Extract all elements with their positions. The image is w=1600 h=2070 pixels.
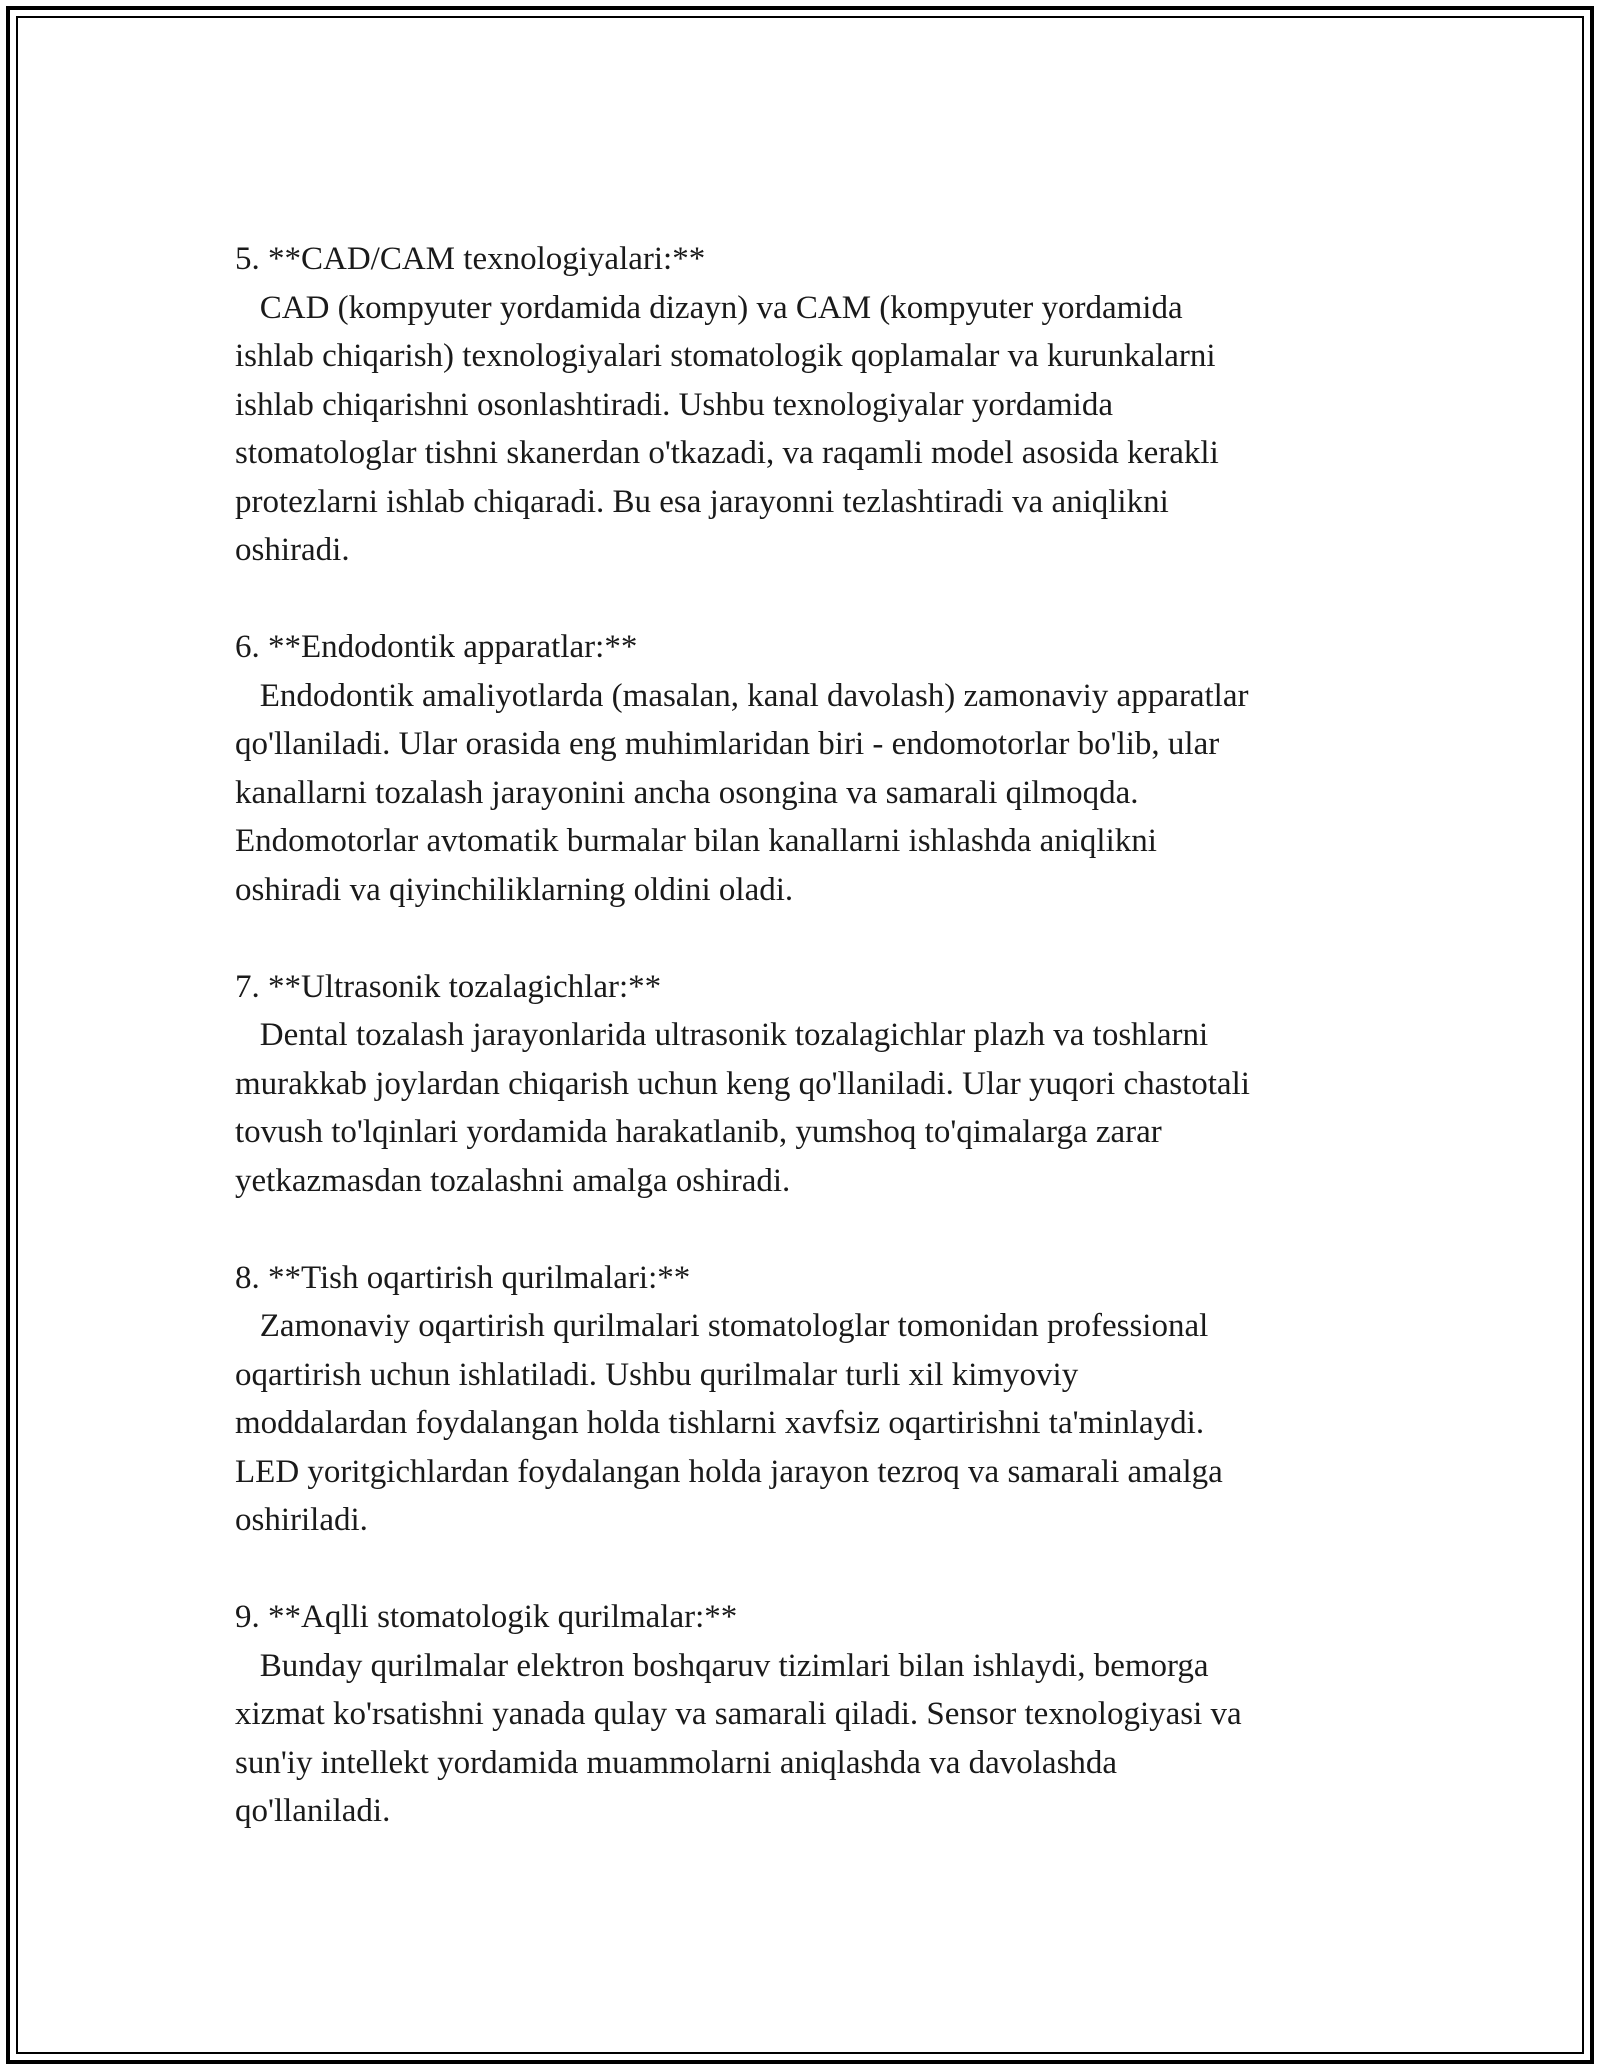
paragraph-line: Endomotorlar avtomatik burmalar bilan kanallarni ishlashda aniqlikni (235, 823, 1157, 859)
section-smart-devices (235, 1593, 1375, 1836)
paragraph-line: tovush to'lqinlari yordamida harakatlanib, yumshoq to'qimalarga zarar (235, 1114, 1162, 1150)
paragraph-line: LED yoritgichlardan foydalangan holda jarayon tezroq va samarali amalga (235, 1453, 1223, 1490)
paragraph-line: Dental tozalash jarayonlarida ultrasonik tozalagichlar plazh va toshlarni (235, 1017, 1209, 1053)
section-heading: 5. **CAD/CAM texnologiyalari:** (235, 241, 706, 277)
section-cad-cam (235, 235, 1375, 575)
paragraph-line: oshiradi. (235, 532, 350, 568)
paragraph-line: sun'iy intellekt yordamida muammolarni aniqlashda va davolashda (235, 1744, 1118, 1781)
section-heading: 6. **Endodontik apparatlar:** (235, 629, 638, 665)
paragraph-line: protezlarni ishlab chiqaradi. Bu esa jarayonni tezlashtiradi va aniqlikni (235, 483, 1169, 520)
paragraph-line: yetkazmasdan tozalashni amalga oshiradi. (235, 1162, 791, 1199)
section-heading: 8. **Tish oqartirish qurilmalari:** (235, 1259, 691, 1296)
paragraph-line: stomatologlar tishni skanerdan o'tkazadi, va raqamli model asosida kerakli (235, 435, 1219, 471)
paragraph-line: murakkab joylardan chiqarish uchun keng qo'llaniladi. Ular yuqori chastotali (235, 1065, 1250, 1102)
section-ultrasonic (235, 963, 1375, 1206)
section-heading: 9. **Aqlli stomatologik qurilmalar:** (235, 1599, 738, 1635)
paragraph-line: Zamonaviy oqartirish qurilmalari stomatologlar tomonidan professional (235, 1308, 1209, 1344)
paragraph-line: oshiriladi. (235, 1502, 368, 1538)
section-whitening (235, 1254, 1375, 1545)
paragraph-line: qo'llaniladi. Ular orasida eng muhimlaridan biri - endomotorlar bo'lib, ular (235, 726, 1220, 762)
paragraph-line: Endodontik amaliyotlarda (masalan, kanal davolash) zamonaviy apparatlar (235, 677, 1249, 714)
paragraph-line: qo'llaniladi. (235, 1793, 391, 1829)
paragraph-line: moddalardan foydalangan holda tishlarni xavfsiz oqartirishni ta'minlaydi. (235, 1405, 1205, 1441)
paragraph-line: ishlab chiqarishni osonlashtiradi. Ushbu texnologiyalar yordamida (235, 386, 1113, 423)
paragraph-line: xizmat ko'rsatishni yanada qulay va samarali qiladi. Sensor texnologiyasi va (235, 1696, 1242, 1732)
paragraph-line: CAD (kompyuter yordamida dizayn) va CAM (kompyuter yordamida (235, 289, 1183, 326)
paragraph-line: oqartirish uchun ishlatiladi. Ushbu qurilmalar turli xil kimyoviy (235, 1356, 1079, 1393)
paragraph-line: oshiradi va qiyinchiliklarning oldini oladi. (235, 871, 794, 908)
document-body (235, 235, 1375, 1884)
paragraph-line: Bunday qurilmalar elektron boshqaruv tizimlari bilan ishlaydi, bemorga (235, 1647, 1209, 1684)
section-endodontic (235, 623, 1375, 914)
paragraph-line: ishlab chiqarish) texnologiyalari stomatologik qoplamalar va kurunkalarni (235, 338, 1216, 374)
paragraph-line: kanallarni tozalash jarayonini ancha osongina va samarali qilmoqda. (235, 774, 1139, 811)
section-heading: 7. **Ultrasonik tozalagichlar:** (235, 968, 662, 1005)
